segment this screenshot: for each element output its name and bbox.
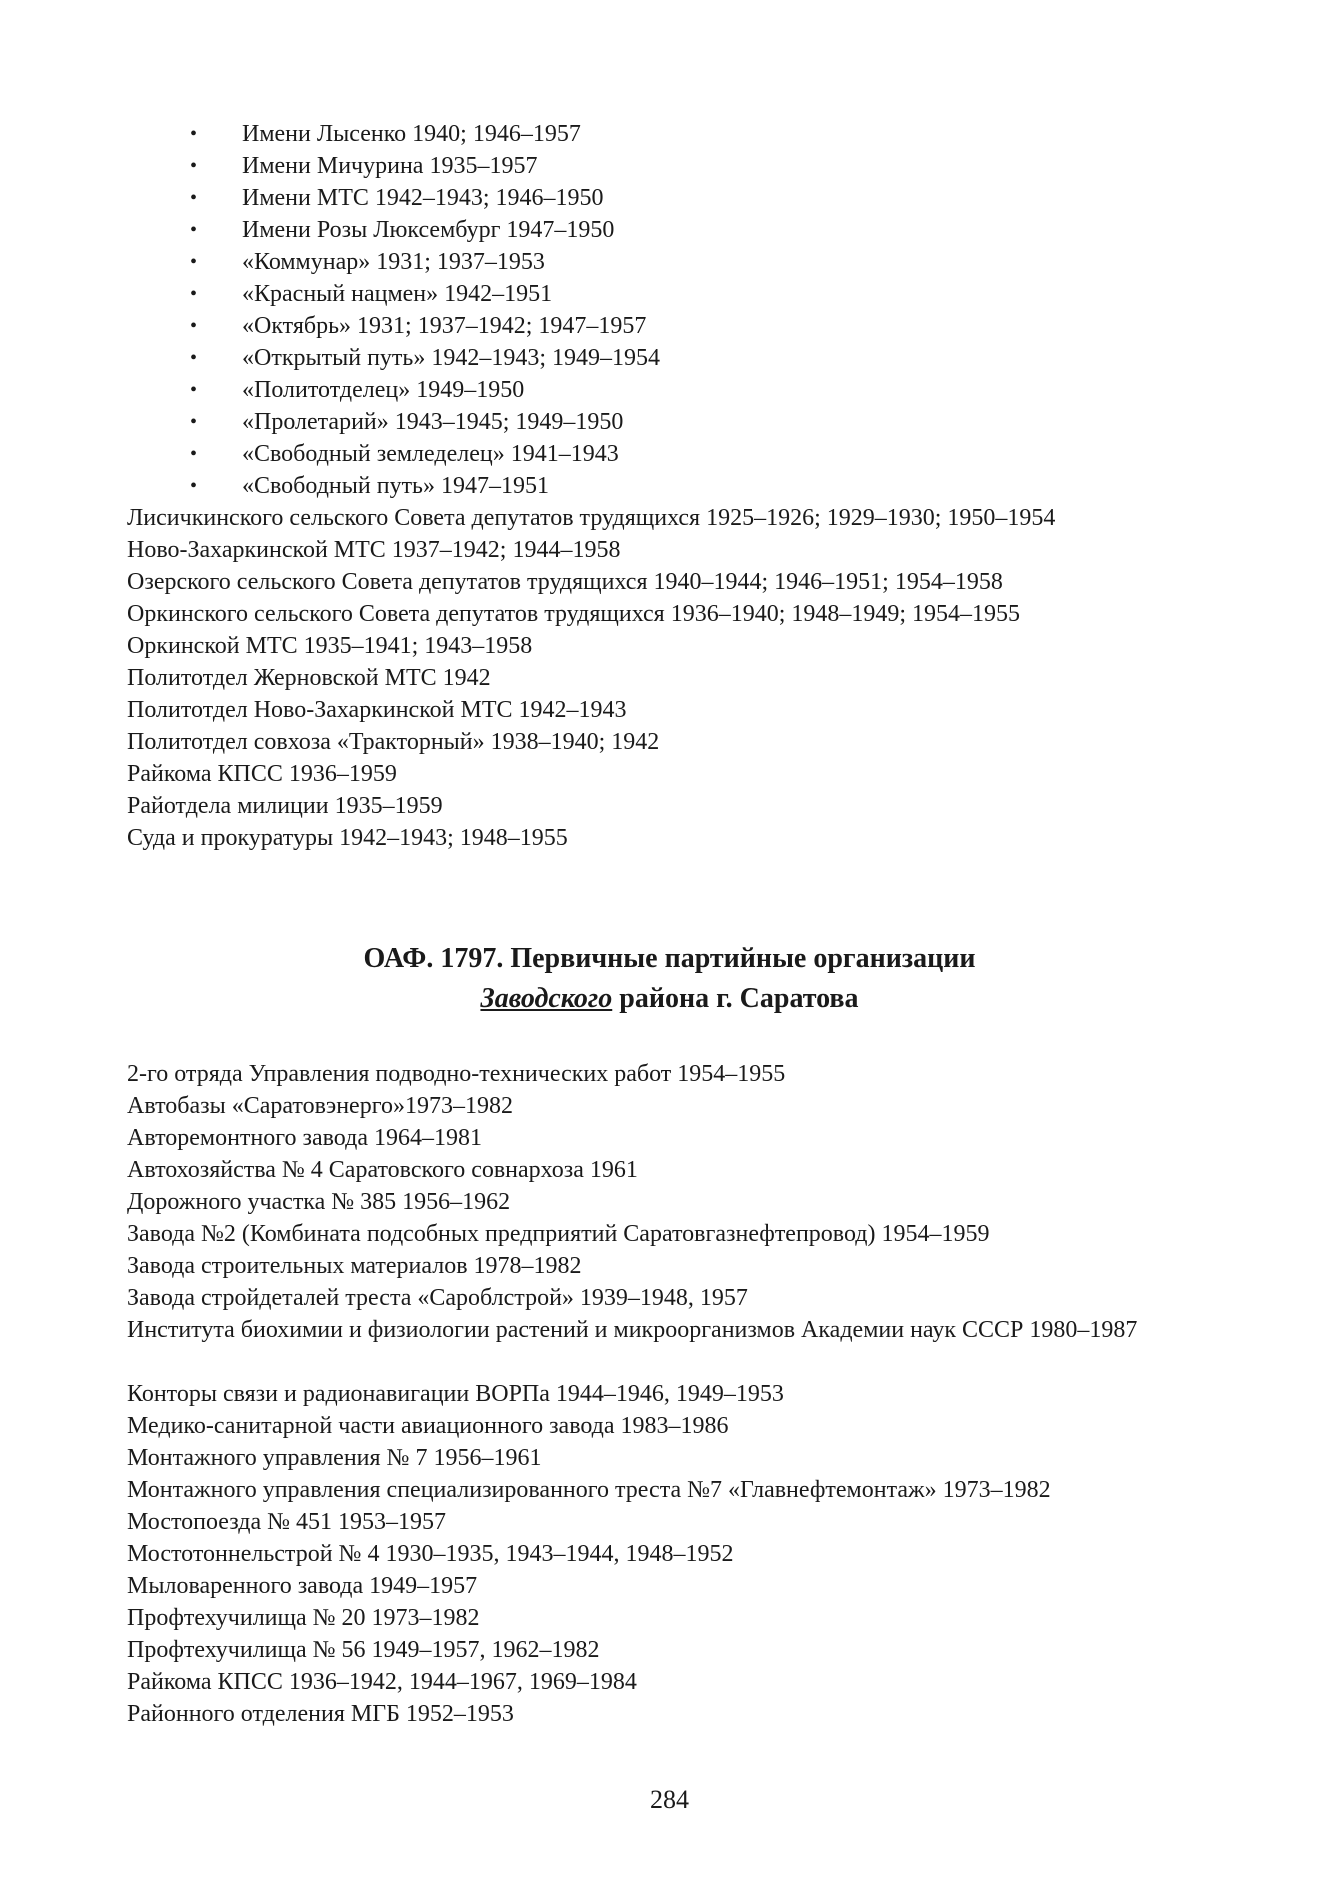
list-item: Автобазы «Саратовэнерго»1973–1982 [127, 1093, 513, 1119]
page-number: 284 [650, 1785, 689, 1814]
bullet-icon: • [190, 251, 198, 273]
list-item: Профтехучилища № 56 1949–1957, 1962–1982 [127, 1637, 600, 1663]
list-item: Мостопоезда № 451 1953–1957 [127, 1509, 447, 1535]
bullet-icon: • [190, 443, 198, 465]
bullet-item-text: Имени Розы Люксембург 1947–1950 [242, 217, 615, 243]
heading-rest: района г. Саратова [612, 983, 859, 1014]
list-item: Конторы связи и радионавигации ВОРПа 1944–1946, 1949–1953 [127, 1381, 784, 1407]
list-item: Райотдела милиции 1935–1959 [127, 793, 443, 819]
list-item: Мостотоннельстрой № 4 1930–1935, 1943–1944, 1948–1952 [127, 1541, 734, 1567]
bullet-item-text: «Открытый путь» 1942–1943; 1949–1954 [242, 345, 661, 371]
heading-underlined-word: Заводского [480, 983, 613, 1014]
bulleted-list [190, 118, 660, 502]
bullet-icon: • [190, 411, 198, 433]
bullet-item [190, 470, 660, 502]
organization-list-1 [127, 502, 1227, 854]
list-item: Монтажного управления № 7 1956–1961 [127, 1445, 542, 1471]
bullet-icon: • [190, 475, 198, 497]
bullet-icon: • [190, 315, 198, 337]
list-item: Райкома КПСС 1936–1959 [127, 761, 397, 787]
list-item: Оркинского сельского Совета депутатов трудящихся 1936–1940; 1948–1949; 1954–1955 [127, 601, 1021, 627]
list-item: Дорожного участка № 385 1956–1962 [127, 1189, 511, 1215]
bullet-item-text: «Свободный путь» 1947–1951 [242, 473, 549, 499]
bullet-item [190, 214, 660, 246]
bullet-item [190, 246, 660, 278]
bullet-item-text: Имени Мичурина 1935–1957 [242, 153, 538, 179]
bullet-item-text: «Октябрь» 1931; 1937–1942; 1947–1957 [242, 313, 647, 339]
section-heading-line-2 [0, 979, 1339, 1019]
bullet-item-text: Имени МТС 1942–1943; 1946–1950 [242, 185, 604, 211]
section-heading-line-1: ОАФ. 1797. Первичные партийные организации [363, 943, 976, 974]
list-item: Лисичкинского сельского Совета депутатов трудящихся 1925–1926; 1929–1930; 1950–1954 [127, 505, 1056, 531]
list-item: Завода стройдеталей треста «Сароблстрой» 1939–1948, 1957 [127, 1285, 748, 1311]
list-item: Мыловаренного завода 1949–1957 [127, 1573, 478, 1599]
bullet-icon: • [190, 347, 198, 369]
bullet-icon: • [190, 283, 198, 305]
bullet-item-text: «Красный нацмен» 1942–1951 [242, 281, 553, 307]
bullet-item [190, 278, 660, 310]
bullet-item [190, 310, 660, 342]
bullet-item [190, 374, 660, 406]
bullet-item-text: «Коммунар» 1931; 1937–1953 [242, 249, 545, 275]
list-item: Оркинской МТС 1935–1941; 1943–1958 [127, 633, 533, 659]
bullet-icon: • [190, 219, 198, 241]
bullet-item [190, 150, 660, 182]
organization-list-2 [127, 1058, 1227, 1730]
bullet-item-text: Имени Лысенко 1940; 1946–1957 [242, 121, 581, 147]
list-item: Завода строительных материалов 1978–1982 [127, 1253, 582, 1279]
bullet-item [190, 342, 660, 374]
list-item: Райкома КПСС 1936–1942, 1944–1967, 1969–1984 [127, 1669, 637, 1695]
bullet-icon: • [190, 123, 198, 145]
list-item: Политотдел совхоза «Тракторный» 1938–1940; 1942 [127, 729, 660, 755]
list-item: Профтехучилища № 20 1973–1982 [127, 1605, 480, 1631]
list-item: Суда и прокуратуры 1942–1943; 1948–1955 [127, 825, 568, 851]
bullet-item [190, 118, 660, 150]
list-item: Института биохимии и физиологии растений и микроорганизмов Академии наук СССР 1980–1987 [127, 1317, 1138, 1343]
list-item: Озерского сельского Совета депутатов трудящихся 1940–1944; 1946–1951; 1954–1958 [127, 569, 1003, 595]
bullet-icon: • [190, 379, 198, 401]
list-item: 2-го отряда Управления подводно-технических работ 1954–1955 [127, 1061, 786, 1087]
bullet-item [190, 406, 660, 438]
bullet-icon: • [190, 187, 198, 209]
list-item: Завода №2 (Комбината подсобных предприятий Саратовгазнефтепровод) 1954–1959 [127, 1221, 990, 1247]
list-item: Политотдел Жерновской МТС 1942 [127, 665, 491, 691]
list-item: Ново-Захаркинской МТС 1937–1942; 1944–1958 [127, 537, 621, 563]
bullet-icon: • [190, 155, 198, 177]
bullet-item-text: «Политотделец» 1949–1950 [242, 377, 525, 403]
list-item: Автохозяйства № 4 Саратовского совнархоза 1961 [127, 1157, 638, 1183]
bullet-item-text: «Свободный земледелец» 1941–1943 [242, 441, 619, 467]
list-item: Монтажного управления специализированного треста №7 «Главнефтемонтаж» 1973–1982 [127, 1477, 1051, 1503]
bullet-item-text: «Пролетарий» 1943–1945; 1949–1950 [242, 409, 624, 435]
list-item: Медико-санитарной части авиационного завода 1983–1986 [127, 1413, 729, 1439]
list-item: Политотдел Ново-Захаркинской МТС 1942–1943 [127, 697, 627, 723]
bullet-item [190, 438, 660, 470]
list-item: Авторемонтного завода 1964–1981 [127, 1125, 482, 1151]
bullet-item [190, 182, 660, 214]
list-item: Районного отделения МГБ 1952–1953 [127, 1701, 514, 1727]
